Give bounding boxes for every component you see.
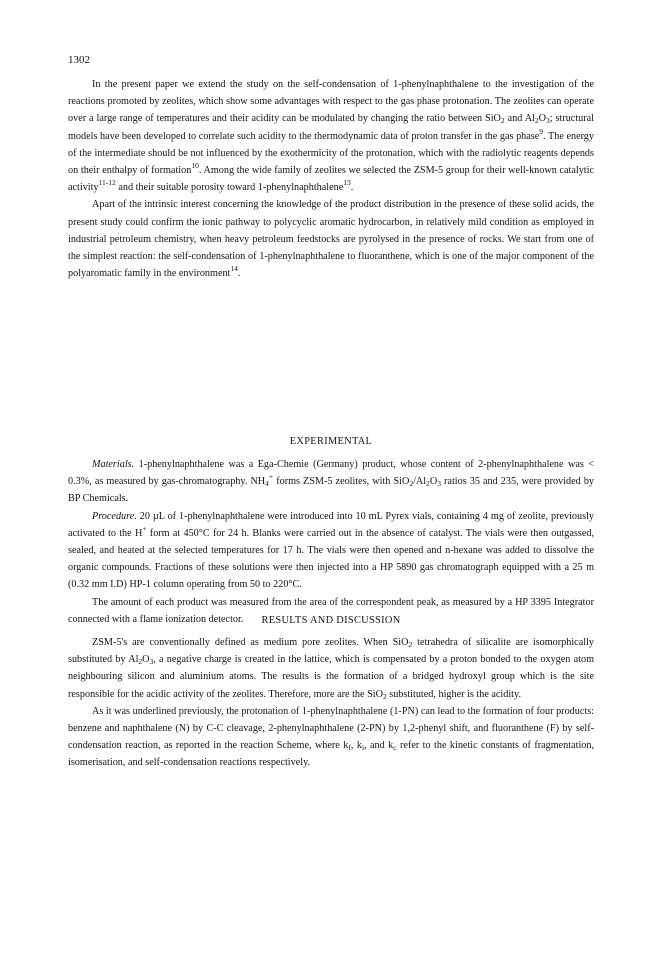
subscript: 2 — [534, 116, 539, 126]
intro-section — [68, 76, 594, 282]
text-run: . — [350, 182, 354, 194]
results-paragraph-1 — [68, 634, 594, 703]
text-run: . Among the wide family of zeolites we selected the ZSM-5 group for their well-known catalytic activity — [68, 165, 594, 194]
reference-superscript: 10 — [191, 161, 199, 171]
subscript: f — [348, 743, 351, 753]
text-run: /Al — [413, 476, 427, 488]
subscript: 3 — [546, 116, 550, 126]
text-run: form at 450°C for 24 h. Blanks were carried out in the absence of catalyst. The vials were then outgassed, sealed, and heated at the selected temperatures for 17 h. The vials were then opened and n-hexane was added to dissolve the organic compounds. Fractions of these solutions were then injected into a HP 5890 gas chromatograph equipped with a 25 m (0.32 mm I.D) HP-1 column operating from 50 to 220°C. — [68, 527, 594, 591]
text-run: tetrahedra of silicalite are isomorphically substituted by Al — [68, 637, 594, 666]
procedure-paragraph — [68, 508, 594, 594]
subscript: 2 — [138, 657, 143, 667]
results-heading-block — [68, 615, 594, 626]
text-run: ratios 35 and 235, were provided by BP Chemicals. — [68, 476, 595, 505]
results-section — [68, 634, 594, 772]
text-run: refer to the kinetic constants of fragmentation, isomerisation, and self-condensation reactions respectively. — [68, 740, 595, 769]
text-run: 20 µL of 1-phenylnaphthalene were introduced into 10 mL Pyrex vials, containing 4 mg of zeolite, previously activated to the H — [68, 510, 594, 539]
text-run: , and k — [364, 740, 394, 752]
materials-paragraph — [68, 456, 594, 508]
subscript: 2 — [382, 691, 387, 701]
text-run: O — [429, 476, 438, 488]
subscript: 4 — [265, 479, 269, 489]
procedure-label: Procedure. — [92, 510, 137, 522]
text-run: O — [142, 654, 150, 666]
text-run: forms ZSM-5 zeolites, with SiO — [273, 476, 410, 488]
page-number: 1302 — [68, 54, 90, 66]
subscript: 2 — [409, 479, 414, 489]
materials-label: Materials. — [92, 459, 135, 470]
text-run: In the present paper we extend the study on the self-condensation of 1-phenylnaphthalene to the investigation of the reactions promoted by zeolites, which show some advantages with respect to the gas phase protonation. The zeolites can operate over a large range of temperatures and their acidity can be modulated by changing the ratio between SiO — [68, 79, 594, 125]
results-heading: RESULTS AND DISCUSSION — [261, 615, 401, 626]
text-run: , a negative charge is created in the lattice, which is compensated by a proton bonded to the oxygen atom neighbouring silicon and aluminium atoms. The results is the formation of a bridged hydroxyl group which is the site responsible for the acidic activity of the zeolites. Therefore, more are the SiO — [68, 654, 594, 700]
experimental-heading: EXPERIMENTAL — [289, 436, 373, 447]
text-run: ; structural models have been developed to correlate such acidity to the thermodynamic data of proton transfer in the gas phase — [68, 113, 594, 142]
reference-superscript: 13 — [343, 178, 351, 188]
subscript: 3 — [149, 657, 154, 667]
subscript: c — [393, 743, 397, 753]
intro-paragraph-1 — [68, 76, 594, 196]
text-run: ZSM-5's are conventionally defined as medium pore zeolites. When SiO — [92, 637, 409, 648]
text-run: As it was underlined previously, the protonation of 1-phenylnaphthalene (1-PN) can lead to the formation of four products: benzene and naphthalene (N) by C-C cleavage, 2-phenylnaphthalene (2-PN) by 1,2-phenyl shift, and fluoranthene (F) by self-condensation reaction, as reported in the reaction Scheme, where k — [68, 705, 594, 752]
text-run: . The energy of the intermediate should be not influenced by the exothermicity of the protonation, which with the radiolytic reagents depends on their enthalpy of formation — [68, 130, 594, 177]
experimental-section — [68, 456, 594, 628]
subscript: 2 — [500, 116, 505, 126]
superscript: + — [268, 472, 274, 482]
subscript: 3 — [437, 479, 441, 489]
subscript: 2 — [426, 479, 430, 489]
text-run: , k — [350, 740, 362, 752]
subscript: i — [361, 743, 365, 753]
reference-superscript: 11-12 — [98, 178, 116, 188]
intro-paragraph-2 — [68, 196, 594, 282]
text-run: O — [538, 113, 546, 125]
text-run: Apart of the intrinsic interest concerning the knowledge of the product distribution in the presence of these solid acids, the present study could confirm the ionic pathway to polycyclic aromatic hydrocarbon, in relatively mild condition as employed in industrial petroleum chemistry, when heavy petroleum feedstocks are pyrolysed in the presence of rocks. We start from one of the simplest reaction: the self-condensation of 1-phenylnaphthalene to fluoranthene, which is one of the major component of the polyaromatic family in the environment — [68, 199, 594, 280]
experimental-heading-block — [68, 436, 594, 447]
text-run: and their suitable porosity toward 1-phenylnaphthalene — [115, 182, 344, 194]
text-run: . — [237, 268, 241, 280]
superscript: + — [142, 523, 147, 533]
text-run: and Al — [504, 113, 535, 125]
text-run: substituted, higher is the acidity. — [386, 688, 521, 700]
results-paragraph-2 — [68, 703, 594, 772]
subscript: 2 — [408, 640, 413, 649]
text-run: 1-phenylnaphthalene was a Ega-Chemie (Germany) product, whose content of 2-phenylnaphthalene was < 0.3%, as measured by gas-chromatography. NH — [68, 459, 594, 488]
reference-superscript: 14 — [230, 264, 238, 274]
measurement-paragraph: The amount of each product was measured from the area of the correspondent peak, as measured by a HP 3395 Integrator connected with a flame ionization detector. — [68, 596, 594, 625]
reference-superscript: 9 — [539, 126, 544, 136]
